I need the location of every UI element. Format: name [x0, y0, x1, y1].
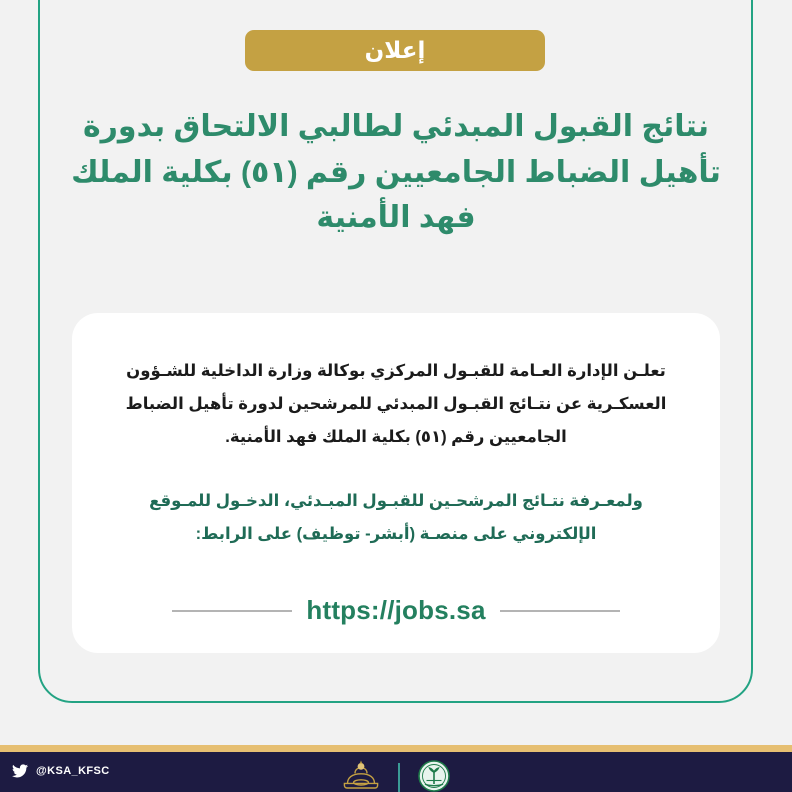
- twitter-bird-icon[interactable]: [12, 764, 28, 778]
- divider-line-left: [172, 610, 292, 612]
- police-cap-emblem-icon: [338, 758, 384, 792]
- link-row: [116, 595, 676, 626]
- divider-line-right: [500, 610, 620, 612]
- body-paragraph-primary: تعلـن الإدارة العـامة للقبـول المركزي بوكالة وزارة الداخلية للشـؤون العسكـرية عن نتـائج القبـول المبدئي للمرشحين لدورة تأهيل الضباط الجامعيين رقم (٥١) بكلية الملك فهد الأمنية.: [125, 362, 667, 446]
- announcement-badge-label: إعلان: [364, 37, 426, 63]
- footer-bar: [0, 745, 792, 792]
- announcement-badge: [245, 30, 545, 71]
- social-handle-group[interactable]: [12, 764, 110, 778]
- body-paragraph-instructions: ولمعـرفة نتـائج المرشحـين للقبـول المبـدئي، الدخـول للمـوقع الإلكتروني على منصـة (أبشر- توظيف) على الرابط:: [149, 492, 643, 543]
- jobs-portal-link[interactable]: https://jobs.sa: [306, 595, 486, 625]
- page-title: نتائج القبول المبدئي لطالبي الالتحاق بدورة تأهيل الضباط الجامعيين رقم (٥١) بكلية الملك فهد الأمنية: [71, 110, 721, 235]
- ministry-of-interior-emblem-icon: [414, 758, 454, 792]
- twitter-handle-label[interactable]: @KSA_KFSC: [36, 765, 110, 777]
- footer-logo-divider: [398, 763, 400, 792]
- content-card: [72, 313, 720, 653]
- footer-logo-group: [338, 758, 454, 792]
